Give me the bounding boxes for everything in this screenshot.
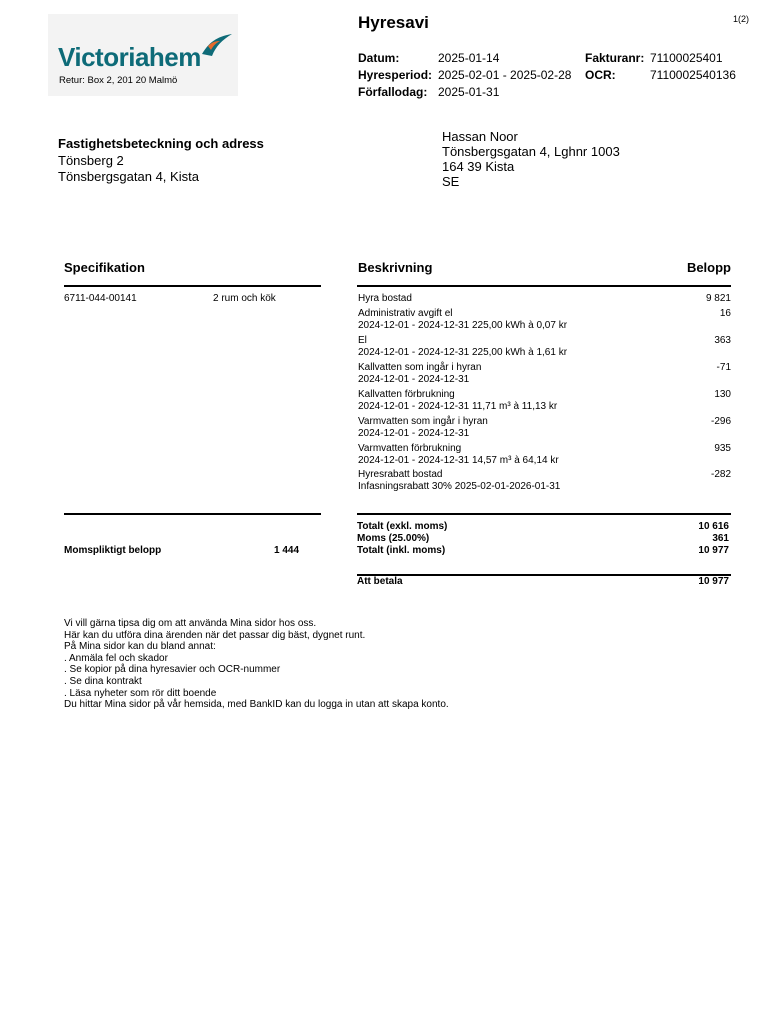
- line-item: El 2024-12-01 - 2024-12-31 225,00 kWh à 1,61 kr 363: [358, 335, 731, 358]
- ocr-label: OCR:: [585, 68, 616, 82]
- info-line: . Läsa nyheter som rör ditt boende: [64, 687, 217, 699]
- ocr-value: 7110002540136: [650, 68, 736, 82]
- line-item: Varmvatten förbrukning 2024-12-01 - 2024-12-31 14,57 m³ à 64,14 kr 935: [358, 443, 731, 466]
- object-type: 2 rum och kök: [213, 293, 276, 304]
- info-line: På Mina sidor kan du bland annat:: [64, 641, 216, 653]
- object-id: 6711-044-00141: [64, 293, 137, 304]
- mina-sidor-info: [64, 618, 449, 711]
- recipient-postal: 164 39 Kista: [442, 159, 515, 174]
- period-value: 2025-02-01 - 2025-02-28: [438, 68, 572, 82]
- total-incl-label: Totalt (inkl. moms): [357, 545, 446, 556]
- vat-label: Moms (25.00%): [357, 533, 430, 544]
- property-address: Tönsbergsgatan 4, Kista: [58, 169, 199, 184]
- total-excl-label: Totalt (exkl. moms): [357, 521, 448, 532]
- total-incl-value: 10 977: [698, 545, 729, 556]
- line-item: Varmvatten som ingår i hyran 2024-12-01 - 2024-12-31 -296: [358, 416, 731, 439]
- total-excl-value: 10 616: [698, 521, 729, 532]
- line-item: Administrativ avgift el 2024-12-01 - 2024-12-31 225,00 kWh à 0,07 kr 16: [358, 308, 731, 331]
- vat-base-value: 1 444: [274, 545, 300, 556]
- property-heading: Fastighetsbeteckning och adress: [58, 136, 264, 151]
- amount-due-value: 10 977: [698, 576, 729, 587]
- invoice-value: 71100025401: [650, 51, 723, 65]
- info-line: Här kan du utföra dina ärenden när det passar dig bäst, dygnet runt.: [64, 629, 366, 641]
- recipient-name: Hassan Noor: [442, 129, 518, 144]
- recipient-country: SE: [442, 174, 460, 189]
- line-item: Kallvatten som ingår i hyran 2024-12-01 - 2024-12-31 -71: [358, 362, 731, 385]
- header-divider-right: [357, 285, 731, 287]
- company-logo: Victoriahem: [58, 42, 201, 72]
- info-line: . Se kopior på dina hyresavier och OCR-nummer: [64, 664, 281, 676]
- vat-value: 361: [712, 533, 729, 544]
- datum-value: 2025-01-14: [438, 51, 500, 65]
- document-title: Hyresavi: [358, 13, 429, 32]
- invoice-label: Fakturanr:: [585, 51, 645, 65]
- column-description: Beskrivning: [358, 260, 433, 275]
- line-item: Kallvatten förbrukning 2024-12-01 - 2024-12-31 11,71 m³ à 11,13 kr 130: [358, 389, 731, 412]
- info-line: Vi vill gärna tipsa dig om att använda Mina sidor hos oss.: [64, 618, 317, 629]
- line-item: Hyra bostad 9 821: [358, 293, 731, 304]
- header-divider-left: [64, 285, 321, 287]
- property-name: Tönsberg 2: [58, 153, 124, 168]
- return-address: Retur: Box 2, 201 20 Malmö: [59, 75, 178, 86]
- page-number: 1(2): [733, 14, 750, 24]
- due-label: Förfallodag:: [358, 85, 428, 99]
- due-value: 2025-01-31: [438, 85, 500, 99]
- totals-divider-left: [64, 513, 321, 515]
- info-line: . Se dina kontrakt: [64, 675, 142, 687]
- info-line: . Anmäla fel och skador: [64, 652, 168, 664]
- column-specification: Specifikation: [64, 260, 145, 275]
- info-line: Du hittar Mina sidor på vår hemsida, med BankID kan du logga in utan att skapa konto.: [64, 699, 449, 711]
- datum-label: Datum:: [358, 51, 400, 65]
- vat-base-label: Momspliktigt belopp: [64, 545, 162, 556]
- amount-due-label: Att betala: [357, 576, 403, 587]
- recipient-street: Tönsbergsgatan 4, Lghnr 1003: [442, 144, 620, 159]
- totals-divider-right: [357, 513, 731, 515]
- bird-logo-icon: [200, 32, 234, 58]
- period-label: Hyresperiod:: [358, 68, 433, 82]
- line-item: Hyresrabatt bostad Infasningsrabatt 30% 2025-02-01-2026-01-31 -282: [358, 469, 731, 492]
- column-amount: Belopp: [686, 260, 731, 275]
- pay-divider: [357, 574, 731, 576]
